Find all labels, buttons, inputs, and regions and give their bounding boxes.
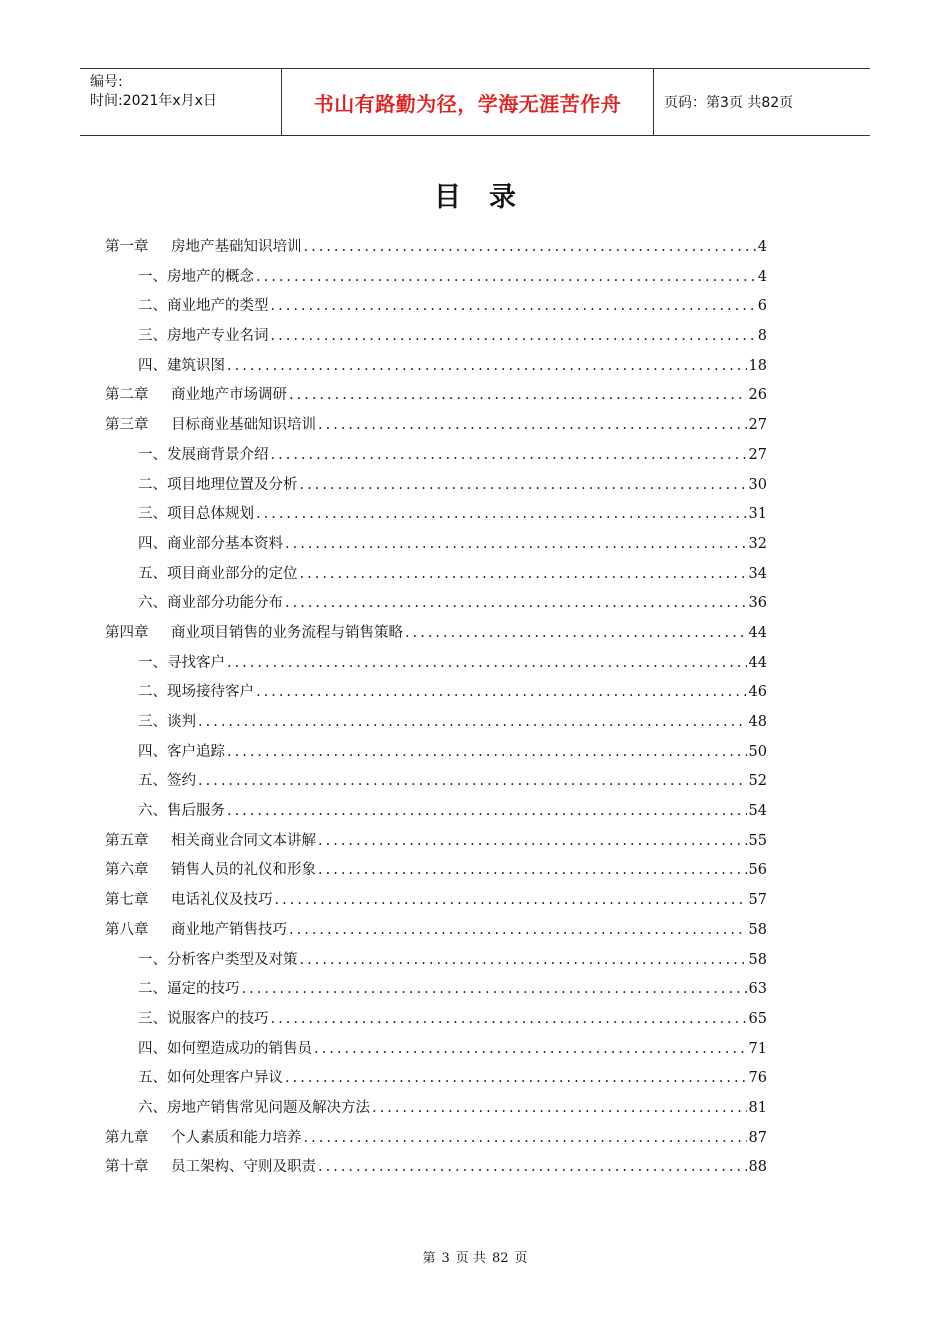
toc-entry-page-number: 54: [748, 803, 767, 820]
toc-entry-number: 四、: [138, 535, 167, 552]
page-title: 目录: [434, 182, 544, 213]
toc-entry-label: 寻找客户: [167, 654, 225, 671]
toc-entry-label: 客户追踪: [167, 743, 225, 760]
toc-section-entry[interactable]: [105, 324, 767, 354]
toc-dot-leader: [318, 833, 747, 849]
toc-entry-number: 三、: [138, 714, 167, 730]
toc-dot-leader: [289, 922, 747, 938]
toc-section-entry[interactable]: [105, 473, 767, 503]
toc-chapter-entry[interactable]: [105, 235, 767, 265]
toc-dot-leader: [300, 566, 747, 582]
toc-section-entry[interactable]: [105, 948, 767, 978]
toc-dot-leader: [405, 625, 747, 641]
toc-dot-leader: [314, 1041, 747, 1057]
toc-entry-number: 第五章: [105, 832, 149, 849]
toc-entry-page-number: 58: [748, 921, 767, 938]
toc-entry-number: 第四章: [105, 624, 149, 641]
toc-entry-number: 一、: [138, 268, 167, 285]
toc-entry-page-number: 27: [748, 417, 767, 434]
toc-entry-page-number: 18: [748, 357, 767, 374]
header-page-info: 页码：第3页 共82页: [664, 95, 794, 111]
table-of-contents: [105, 235, 767, 1185]
toc-entry-number: 三、: [138, 506, 167, 523]
toc-dot-leader: [289, 387, 747, 403]
toc-entry-label: 房地产的概念: [167, 268, 254, 285]
toc-dot-leader: [285, 536, 747, 552]
toc-entry-page-number: 56: [748, 862, 767, 879]
toc-dot-leader: [227, 744, 747, 760]
page-footer: [0, 1247, 950, 1266]
toc-entry-page-number: 36: [748, 595, 767, 612]
toc-entry-label: 商业地产的类型: [167, 298, 269, 315]
toc-entry-number: 四、: [138, 1040, 167, 1057]
toc-entry-label: 商业地产销售技巧: [171, 921, 287, 938]
toc-dot-leader: [198, 714, 747, 730]
toc-entry-number: 二、: [138, 684, 167, 701]
toc-entry-page-number: 63: [748, 981, 767, 998]
toc-chapter-entry[interactable]: [105, 413, 767, 443]
document-date: 时间:2021年x月x日: [90, 93, 217, 109]
toc-entry-page-number: 65: [748, 1010, 767, 1027]
toc-dot-leader: [271, 1011, 747, 1027]
toc-entry-number: 六、: [138, 1099, 167, 1116]
toc-section-entry[interactable]: [105, 532, 767, 562]
toc-entry-page-number: 4: [757, 239, 767, 255]
toc-entry-number: 五、: [138, 565, 167, 582]
toc-entry-label: 电话礼仪及技巧: [171, 892, 273, 909]
toc-entry-page-number: 6: [757, 298, 767, 315]
toc-entry-number: 二、: [138, 981, 167, 998]
toc-entry-number: 二、: [138, 298, 167, 315]
toc-entry-label: 项目地理位置及分析: [167, 476, 298, 493]
toc-dot-leader: [271, 447, 747, 463]
document-number-label: 编号:: [90, 74, 123, 90]
toc-section-entry[interactable]: [105, 354, 767, 384]
toc-section-entry[interactable]: [105, 1037, 767, 1067]
toc-entry-label: 项目总体规划: [167, 506, 254, 523]
toc-section-entry[interactable]: [105, 443, 767, 473]
toc-entry-label: 说服客户的技巧: [167, 1010, 269, 1027]
toc-section-entry[interactable]: [105, 265, 767, 295]
toc-dot-leader: [304, 239, 756, 255]
toc-dot-leader: [227, 358, 747, 374]
toc-entry-number: 第三章: [105, 417, 149, 434]
toc-entry-page-number: 81: [748, 1099, 767, 1116]
footer-page-suffix: 页: [514, 1251, 528, 1266]
toc-section-entry[interactable]: [105, 740, 767, 770]
toc-entry-page-number: 44: [748, 624, 767, 641]
toc-entry-page-number: 44: [748, 654, 767, 671]
toc-entry-number: 第十章: [105, 1159, 149, 1176]
toc-dot-leader: [256, 269, 756, 285]
header-page-info-cell: [654, 69, 870, 135]
toc-entry-page-number: 52: [748, 773, 767, 790]
toc-entry-number: 第一章: [105, 239, 149, 255]
toc-entry-number: 四、: [138, 743, 167, 760]
header-motto-cell: [282, 69, 654, 135]
toc-dot-leader: [271, 328, 756, 344]
toc-entry-page-number: 71: [748, 1040, 767, 1057]
toc-chapter-entry[interactable]: [105, 858, 767, 888]
footer-total-pages: 82: [491, 1251, 509, 1266]
toc-entry-label: 如何塑造成功的销售员: [167, 1040, 312, 1057]
footer-page-mid: 页 共: [455, 1251, 486, 1266]
toc-entry-label: 房地产专业名词: [167, 328, 269, 345]
footer-page-prefix: 第: [422, 1251, 436, 1266]
toc-section-entry[interactable]: [105, 591, 767, 621]
toc-section-entry[interactable]: [105, 710, 767, 740]
toc-entry-page-number: 46: [748, 684, 767, 701]
toc-entry-number: 一、: [138, 951, 167, 968]
toc-entry-number: 第九章: [105, 1129, 149, 1146]
toc-entry-label: 员工架构、守则及职责: [171, 1159, 316, 1176]
toc-section-entry[interactable]: [105, 1066, 767, 1096]
toc-section-entry[interactable]: [105, 1096, 767, 1126]
toc-entry-page-number: 8: [757, 328, 767, 345]
toc-entry-number: 四、: [138, 357, 167, 374]
toc-entry-page-number: 30: [748, 476, 767, 493]
toc-dot-leader: [256, 684, 747, 700]
toc-entry-number: 一、: [138, 654, 167, 671]
toc-dot-leader: [300, 477, 747, 493]
toc-entry-label: 目标商业基础知识培训: [171, 417, 316, 434]
toc-entry-label: 发展商背景介绍: [167, 446, 269, 463]
toc-dot-leader: [285, 595, 747, 611]
toc-chapter-entry[interactable]: [105, 1155, 767, 1185]
toc-entry-page-number: 34: [748, 565, 767, 582]
toc-entry-number: 第八章: [105, 921, 149, 938]
toc-entry-label: 项目商业部分的定位: [167, 565, 298, 582]
toc-section-entry[interactable]: [105, 799, 767, 829]
toc-section-entry[interactable]: [105, 977, 767, 1007]
toc-dot-leader: [285, 1070, 747, 1086]
toc-dot-leader: [300, 952, 747, 968]
toc-dot-leader: [304, 1130, 747, 1146]
toc-entry-label: 如何处理客户异议: [167, 1070, 283, 1087]
toc-dot-leader: [275, 892, 747, 908]
toc-chapter-entry[interactable]: [105, 888, 767, 918]
toc-section-entry[interactable]: [105, 1007, 767, 1037]
toc-entry-page-number: 76: [748, 1070, 767, 1087]
toc-section-entry[interactable]: [105, 769, 767, 799]
toc-dot-leader: [198, 773, 747, 789]
toc-entry-label: 谈判: [167, 714, 196, 730]
toc-entry-page-number: 50: [748, 743, 767, 760]
toc-entry-number: 第六章: [105, 862, 149, 879]
toc-section-entry[interactable]: [105, 294, 767, 324]
toc-entry-label: 现场接待客户: [167, 684, 254, 701]
document-header: [80, 68, 870, 136]
toc-entry-page-number: 31: [748, 506, 767, 523]
toc-entry-number: 六、: [138, 595, 167, 612]
toc-entry-number: 三、: [138, 1010, 167, 1027]
toc-dot-leader: [256, 506, 747, 522]
toc-section-entry[interactable]: [105, 562, 767, 592]
toc-entry-page-number: 48: [748, 714, 767, 730]
toc-entry-page-number: 88: [748, 1159, 767, 1176]
toc-entry-label: 逼定的技巧: [167, 981, 240, 998]
toc-dot-leader: [318, 417, 747, 433]
toc-entry-label: 销售人员的礼仪和形象: [171, 862, 316, 879]
toc-dot-leader: [242, 981, 747, 997]
toc-dot-leader: [271, 298, 756, 314]
toc-entry-page-number: 55: [748, 832, 767, 849]
toc-dot-leader: [318, 1159, 747, 1175]
toc-section-entry[interactable]: [105, 651, 767, 681]
toc-chapter-entry[interactable]: [105, 621, 767, 651]
toc-entry-label: 房地产销售常见问题及解决方法: [167, 1099, 370, 1116]
toc-entry-label: 相关商业合同文本讲解: [171, 832, 316, 849]
toc-chapter-entry[interactable]: [105, 383, 767, 413]
toc-entry-label: 商业部分基本资料: [167, 535, 283, 552]
toc-entry-page-number: 87: [748, 1129, 767, 1146]
toc-entry-page-number: 58: [748, 951, 767, 968]
toc-entry-page-number: 32: [748, 535, 767, 552]
toc-dot-leader: [372, 1100, 747, 1116]
toc-entry-label: 商业部分功能分布: [167, 595, 283, 612]
toc-entry-number: 第七章: [105, 892, 149, 909]
toc-entry-number: 二、: [138, 476, 167, 493]
toc-entry-label: 建筑识图: [167, 357, 225, 374]
toc-dot-leader: [227, 655, 747, 671]
toc-entry-number: 五、: [138, 773, 167, 790]
toc-entry-number: 三、: [138, 328, 167, 345]
header-meta: [80, 69, 282, 135]
toc-section-entry[interactable]: [105, 502, 767, 532]
toc-dot-leader: [318, 862, 747, 878]
toc-section-entry[interactable]: [105, 680, 767, 710]
toc-dot-leader: [227, 803, 747, 819]
toc-chapter-entry[interactable]: [105, 918, 767, 948]
toc-entry-label: 商业项目销售的业务流程与销售策略: [171, 624, 403, 641]
toc-entry-number: 一、: [138, 446, 167, 463]
toc-entry-label: 售后服务: [167, 803, 225, 820]
toc-entry-label: 签约: [167, 773, 196, 790]
toc-entry-number: 五、: [138, 1070, 167, 1087]
toc-entry-page-number: 57: [748, 892, 767, 909]
toc-entry-label: 商业地产市场调研: [171, 387, 287, 404]
toc-chapter-entry[interactable]: [105, 1126, 767, 1156]
toc-entry-page-number: 26: [748, 387, 767, 404]
toc-entry-label: 分析客户类型及对策: [167, 951, 298, 968]
toc-entry-page-number: 27: [748, 446, 767, 463]
header-motto: 书山有路勤为径，学海无涯苦作舟: [313, 91, 622, 116]
toc-entry-label: 个人素质和能力培养: [171, 1129, 302, 1146]
toc-chapter-entry[interactable]: [105, 829, 767, 859]
toc-entry-number: 六、: [138, 803, 167, 820]
toc-entry-page-number: 4: [757, 268, 767, 285]
toc-entry-label: 房地产基础知识培训: [171, 239, 302, 255]
footer-current-page: 3: [441, 1251, 450, 1266]
toc-entry-number: 第二章: [105, 387, 149, 404]
